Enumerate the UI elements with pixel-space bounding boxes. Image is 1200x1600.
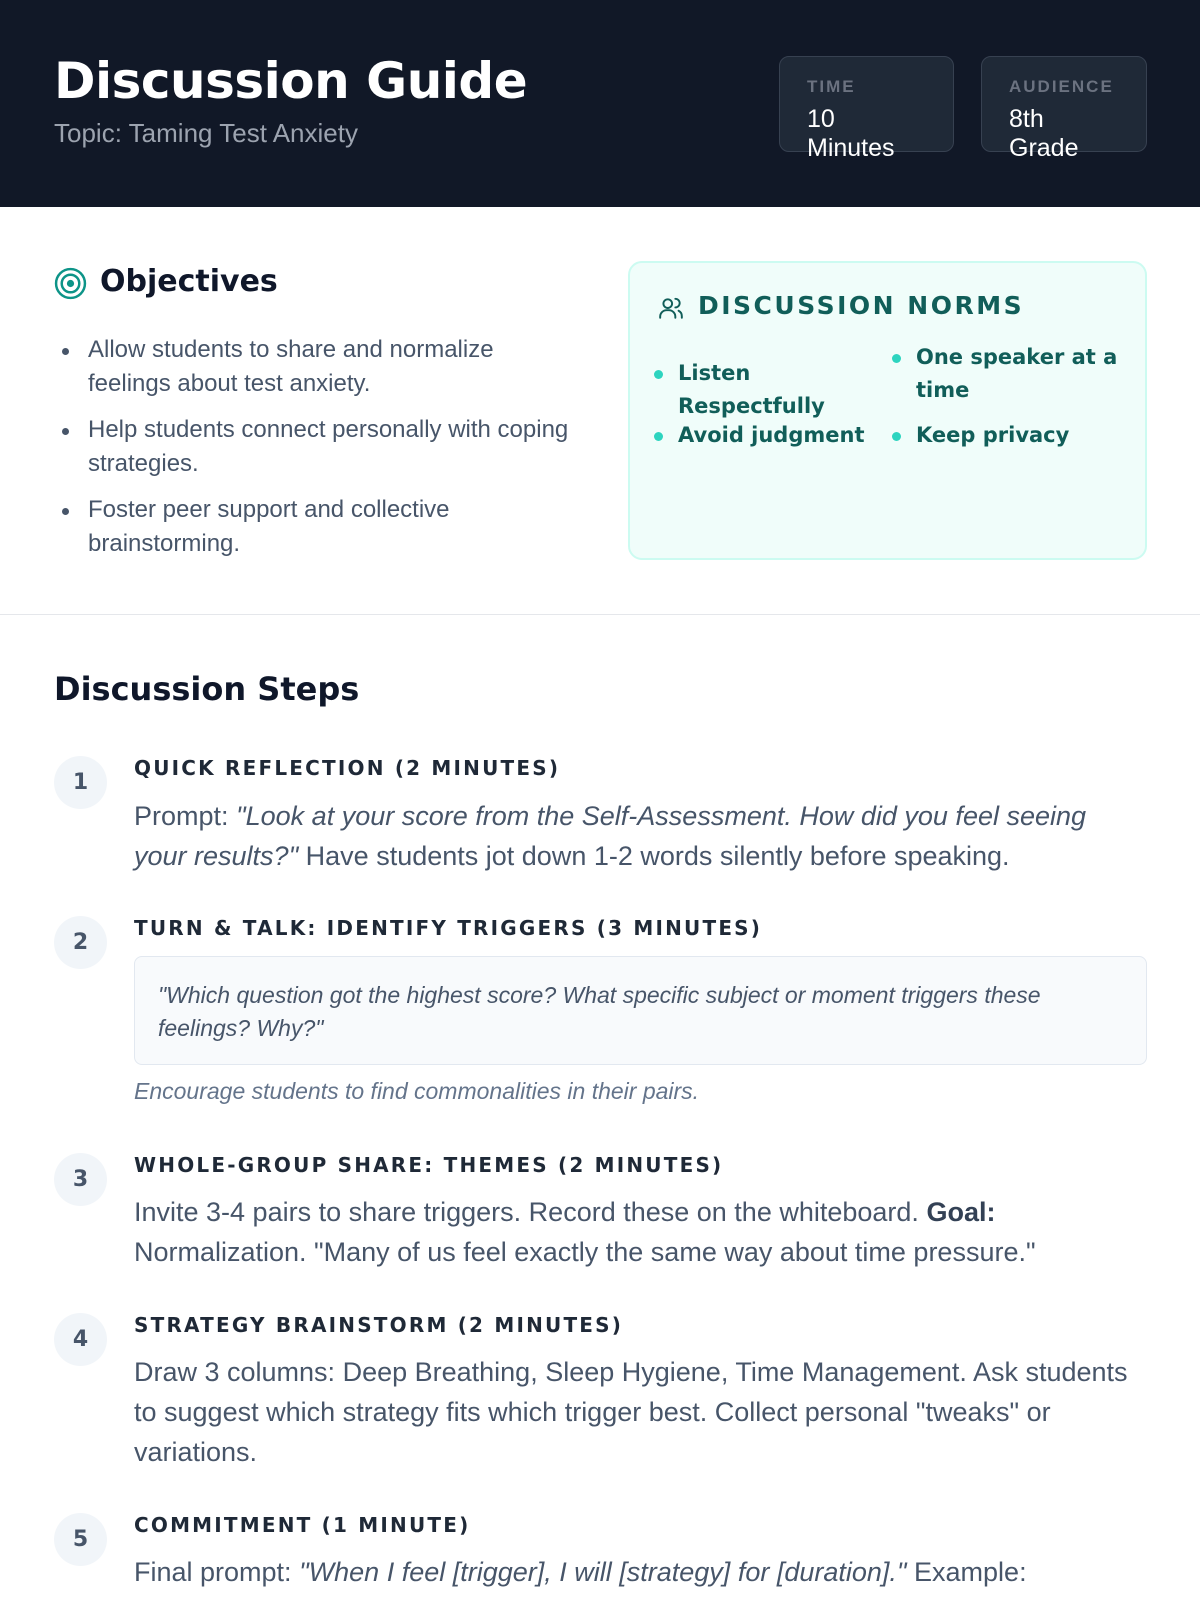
step-number: 4 <box>54 1313 107 1366</box>
step-heading: QUICK REFLECTION (2 MINUTES) <box>134 756 561 780</box>
objectives-title: Objectives <box>100 264 278 299</box>
step-text: Invite 3-4 pairs to share triggers. Record these on the whiteboard. <box>134 1197 919 1227</box>
step-number: 1 <box>54 756 107 809</box>
objective-item: Allow students to share and normalize feelings about test anxiety. <box>60 333 580 401</box>
step-text: Example: <box>914 1557 1027 1587</box>
norm-item: Keep privacy <box>892 419 1122 452</box>
objectives-list <box>60 333 580 573</box>
time-label: TIME <box>807 77 856 96</box>
step-text: Have students jot down 1-2 words silently before speaking. <box>305 841 1010 871</box>
norm-item: Avoid judgment <box>654 419 884 452</box>
page-title: Discussion Guide <box>54 52 528 110</box>
objective-item: Help students connect personally with coping strategies. <box>60 413 580 481</box>
audience-value: 8th Grade <box>1009 105 1079 162</box>
norms-title: DISCUSSION NORMS <box>698 291 1025 320</box>
time-value: 10 Minutes <box>807 105 895 162</box>
step-body <box>134 796 1144 876</box>
goal-text: Normalization. "Many of us feel exactly the same way about time pressure." <box>134 1237 1036 1267</box>
step-heading: STRATEGY BRAINSTORM (2 MINUTES) <box>134 1313 624 1337</box>
audience-label: AUDIENCE <box>1009 77 1114 96</box>
step-body: Draw 3 columns: Deep Breathing, Sleep Hygiene, Time Management. Ask students to suggest which strategy fits which trigger best. Collect personal "tweaks" or variations. <box>134 1357 1128 1467</box>
step-body <box>134 1552 1144 1592</box>
time-badge <box>779 56 954 162</box>
step-number: 3 <box>54 1153 107 1206</box>
step-note: Encourage students to find commonalities in their pairs. <box>134 1078 700 1104</box>
step-lead: Final prompt: <box>134 1557 292 1587</box>
target-icon <box>54 267 87 300</box>
header-banner <box>0 0 1200 207</box>
step-prompt-quote: "Look at your score from the Self-Assessment. How did you feel seeing your results?" <box>134 801 1087 871</box>
goal-label: Goal: <box>926 1197 996 1227</box>
step-body <box>134 1192 1144 1272</box>
step-heading: WHOLE-GROUP SHARE: THEMES (2 MINUTES) <box>134 1153 724 1177</box>
norm-item: One speaker at a time <box>892 341 1122 407</box>
step-prompt-quote: "When I feel [trigger], I will [strategy] for [duration]." <box>299 1557 907 1587</box>
step-lead: Prompt: <box>134 801 229 831</box>
objective-item: Foster peer support and collective brainstorming. <box>60 493 580 561</box>
step-heading: COMMITMENT (1 MINUTE) <box>134 1513 471 1537</box>
step-number: 2 <box>54 916 107 969</box>
step-quote-box: "Which question got the highest score? What specific subject or moment triggers these feelings? Why?" <box>134 956 1147 1065</box>
steps-title: Discussion Steps <box>54 670 360 708</box>
norm-item: Listen Respectfully <box>654 357 884 423</box>
users-icon <box>658 295 684 321</box>
section-divider <box>0 614 1200 615</box>
audience-badge <box>981 56 1147 162</box>
page-subtitle: Topic: Taming Test Anxiety <box>54 118 358 148</box>
step-number: 5 <box>54 1513 107 1566</box>
step-heading: TURN & TALK: IDENTIFY TRIGGERS (3 MINUTES) <box>134 916 763 940</box>
